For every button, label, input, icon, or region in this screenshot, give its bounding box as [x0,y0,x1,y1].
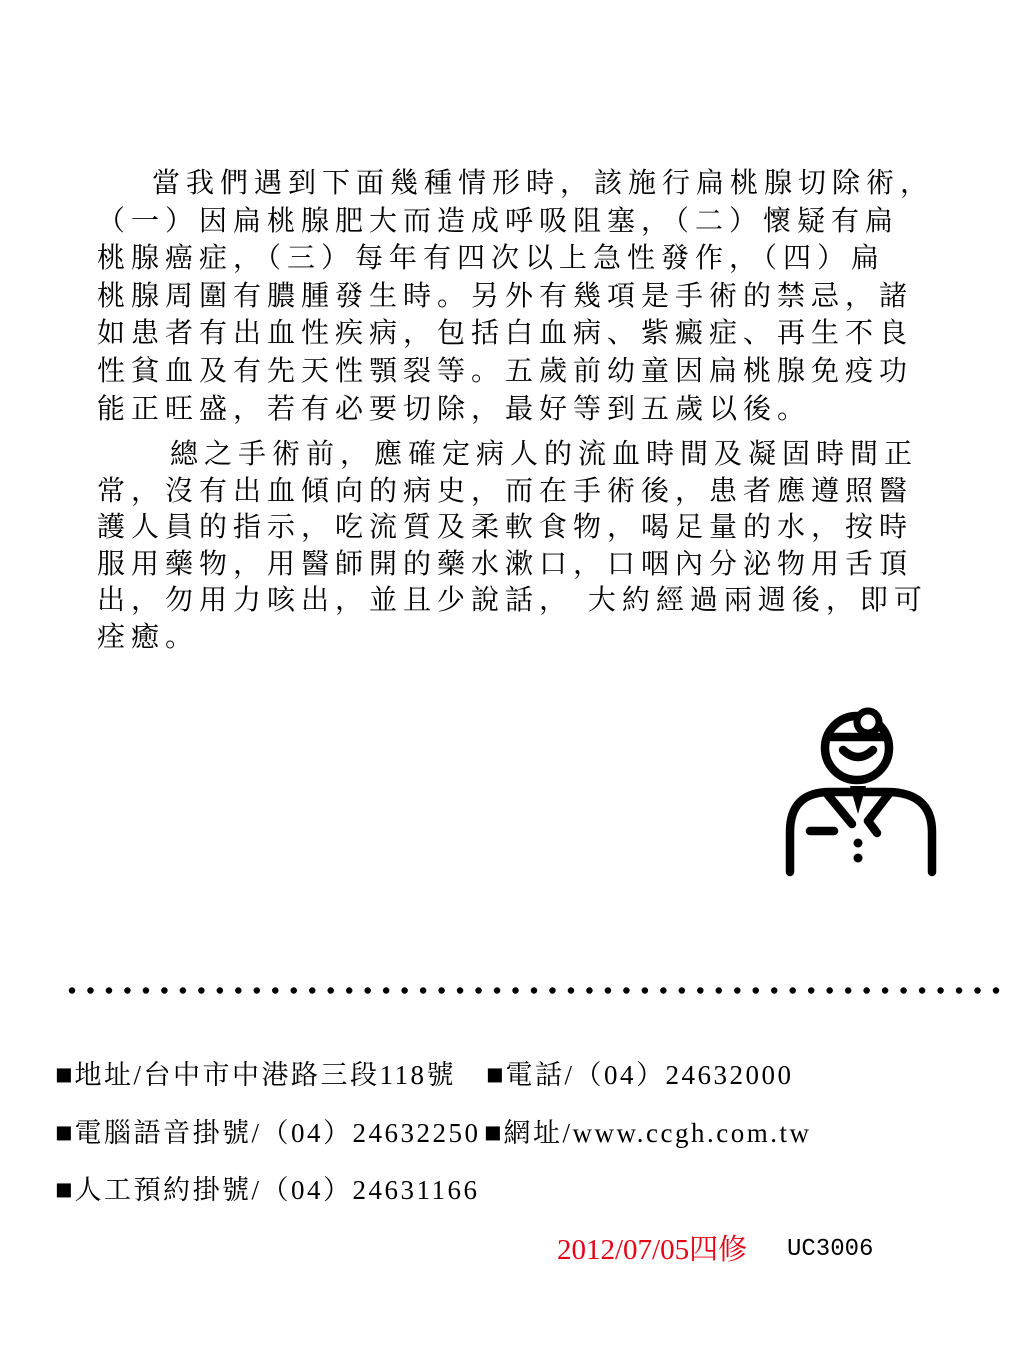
footer-address-text: 地址/台中市中港路三段118號 [74,1060,457,1090]
footer-website [484,1117,811,1149]
paragraph-line: 桃腺癌症，（三）每年有四次以上急性發作，（四）扁 [97,241,886,275]
square-bullet: ■ [55,1174,75,1206]
footer-address [55,1059,456,1091]
paragraph-line: 出，勿用力咳出，並且少說話， 大約經過兩週後，即可 [97,583,928,617]
square-bullet: ■ [55,1117,75,1149]
square-bullet: ■ [486,1059,506,1091]
dotted-divider [66,986,1000,995]
doctor-smile [843,750,873,757]
paragraph-line: 常，沒有出血傾向的病史，而在手術後，患者應遵照醫 [97,473,914,507]
paragraph-line: 能正旺盛，若有必要切除，最好等到五歲以後。 [97,391,812,425]
paragraph-indications [97,164,957,427]
square-bullet: ■ [484,1117,504,1149]
paragraph-line: 護人員的指示，吃流質及柔軟食物，喝足量的水，按時 [97,510,914,544]
paragraph-line: 如患者有出血性疾病，包括白血病、紫癜症、再生不良 [97,316,914,350]
document-code: UC3006 [787,1236,874,1263]
revision-date: 2012/07/05四修 [557,1234,748,1266]
doctor-icon [780,700,945,880]
paragraph-line: 當我們遇到下面幾種情形時，該施行扁桃腺切除術， [152,166,935,199]
paragraph-line: 總之手術前，應確定病人的流血時間及凝固時間正 [170,437,919,470]
footer-manual-registration-text: 人工預約掛號/（04）24631166 [74,1175,480,1205]
doctor-button [854,839,863,848]
doctor-tie [850,786,866,814]
paragraph-line: 服用藥物，用醫師開的藥水漱口，口咽內分泌物用舌頂 [97,546,914,580]
paragraph-care-instructions [97,436,957,656]
square-bullet: ■ [55,1059,75,1091]
footer-manual-registration [55,1174,480,1206]
paragraph-line: 痊癒。 [97,619,200,653]
doctor-head-mirror [857,711,879,733]
doctor-right-lapel [868,795,888,833]
footer-voice-registration [55,1117,481,1149]
paragraph-line: 桃腺周圍有膿腫發生時。另外有幾項是手術的禁忌，諸 [97,278,914,312]
footer-voice-registration-text: 電腦語音掛號/（04）24632250 [74,1118,481,1148]
footer-website-text: 網址/www.ccgh.com.tw [503,1118,812,1148]
doctor-left-lapel [828,795,852,824]
paragraph-line: （一）因扁桃腺肥大而造成呼吸阻塞，（二）懷疑有扁 [97,203,900,237]
footer-phone [486,1059,794,1091]
doctor-button [854,854,863,863]
paragraph-line: 性貧血及有先天性顎裂等。五歲前幼童因扁桃腺免疫功 [97,353,914,387]
footer-phone-text: 電話/（04）24632000 [505,1060,794,1090]
